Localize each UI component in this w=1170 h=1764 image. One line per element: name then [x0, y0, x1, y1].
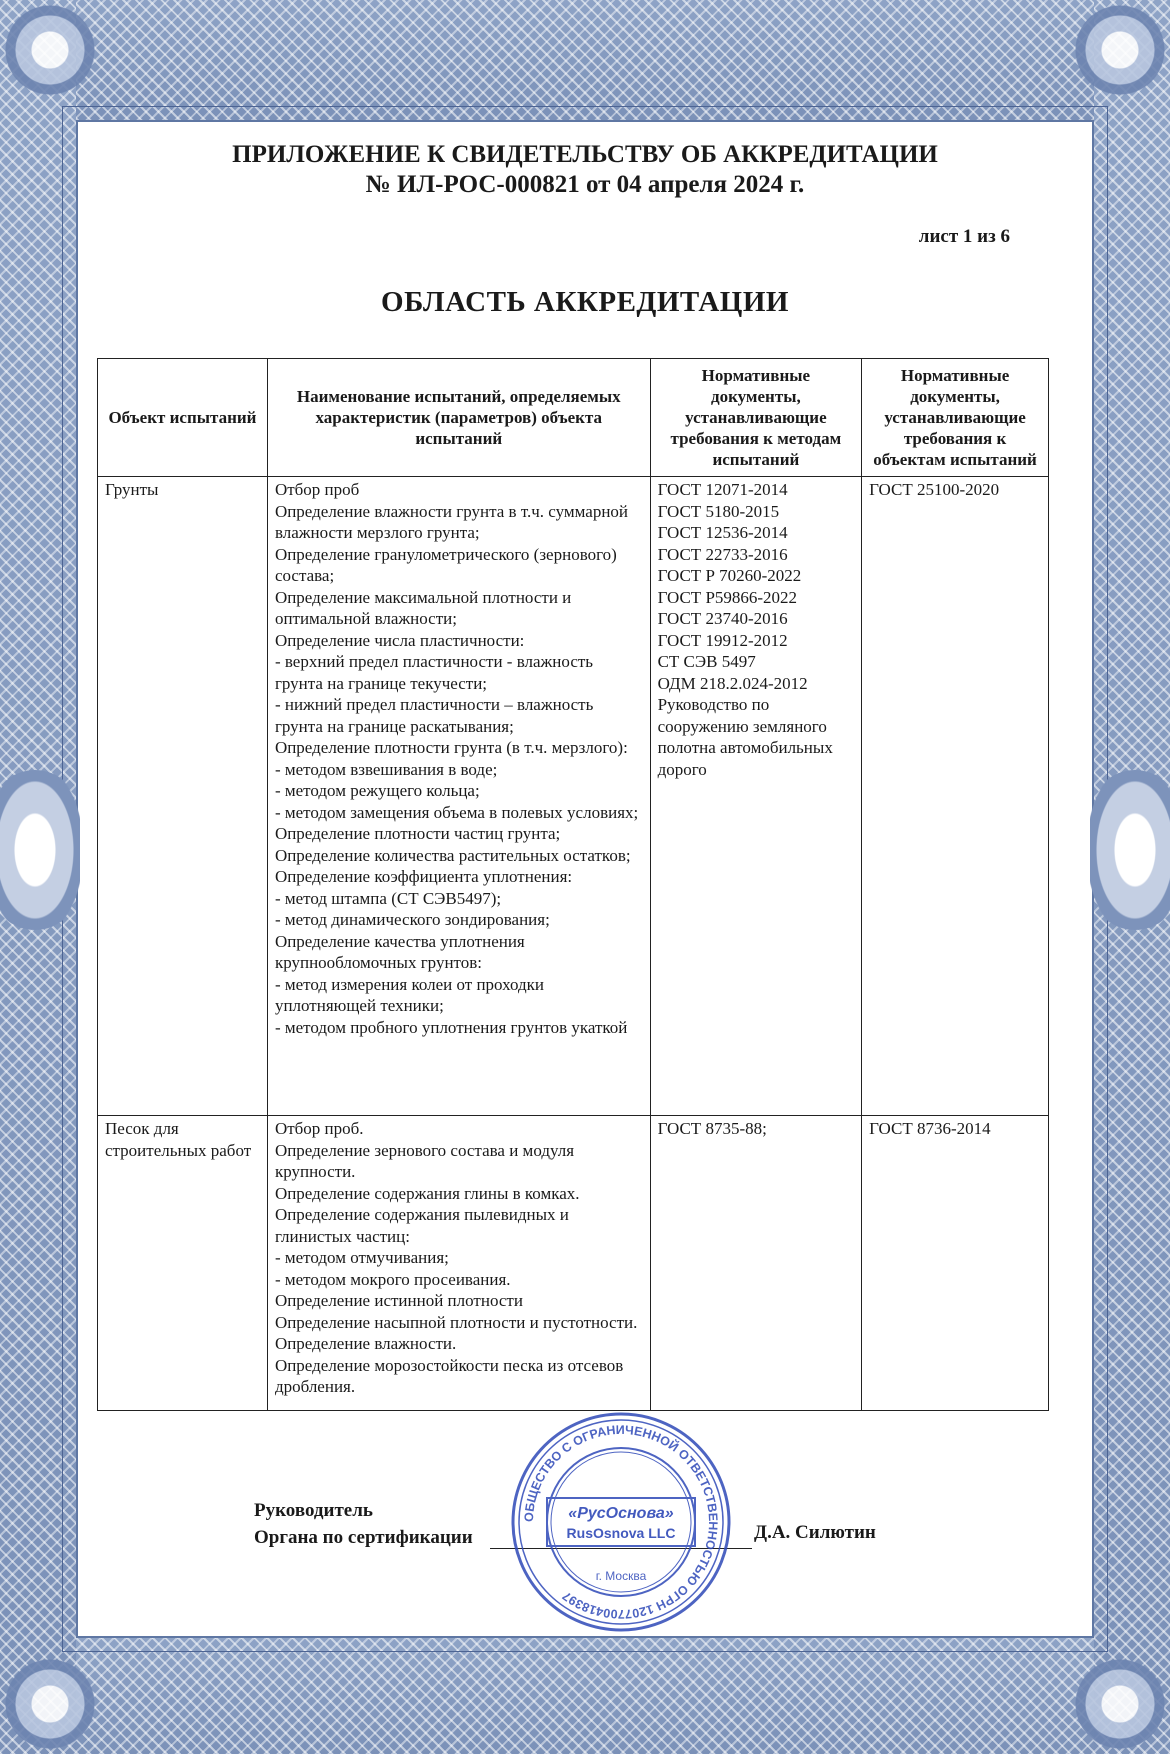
- header-object: Объект испытаний: [98, 359, 268, 477]
- cell-tests: Отбор проб Определение влажности грунта в т.ч. суммарной влажности мерзлого грунта; Определение гранулометрического (зернового) состава; Определение максимальной плотности и оптимальной влажности; Определение числа пластичности: - верхний предел пластичности - влажность грунта на границе текучести; - нижний предел пластичности – влажность грунта на границе раскатывания; Определение плотности грунта (в т.ч. мерзлого): - методом взвешивания в воде; - методом режущего кольца; - методом замещения объема в полевых условиях; Определение плотности частиц грунта; Определение количества растительных остатков; Определение коэффициента уплотнения: - метод штампа (СТ СЭВ5497); - метод динамического зондирования; Определение качества уплотнения крупнообломочных грунтов: - метод измерения колеи от проходки уплотняющей техники; - методом пробного уплотнения грунтов укаткой: [267, 477, 650, 1116]
- seal-outer-text: ОБЩЕСТВО С ОГРАНИЧЕННОЙ ОТВЕТСТВЕННОСТЬЮ ОГРН 1207700418397: [521, 1422, 721, 1622]
- table-row: [98, 1116, 1049, 1411]
- seal-city: г. Москва: [595, 1569, 647, 1583]
- cell-object-docs: ГОСТ 8736-2014: [862, 1116, 1049, 1411]
- accreditation-table: [97, 358, 1049, 1411]
- company-seal-icon: [509, 1410, 733, 1634]
- cell-method-docs: ГОСТ 8735-88;: [650, 1116, 862, 1411]
- signatory-name: Д.А. Силютин: [754, 1522, 876, 1543]
- cell-tests: Отбор проб. Определение зернового состава и модуля крупности. Определение содержания глины в комках. Определение содержания пылевидных и глинистых частиц: - методом отмучивания; - методом мокрого просеивания. Определение истинной плотности Определение насыпной плотности и пустотности. Определение влажности. Определение морозостойкости песка из отсевов дробления.: [267, 1116, 650, 1411]
- certificate-number: № ИЛ-РОС-000821 от 04 апреля 2024 г.: [365, 171, 805, 198]
- cell-object: Грунты: [98, 477, 268, 1116]
- scope-title: ОБЛАСТЬ АККРЕДИТАЦИИ: [381, 286, 789, 318]
- table-row: [98, 477, 1049, 1116]
- document-title: ПРИЛОЖЕНИЕ К СВИДЕТЕЛЬСТВУ ОБ АККРЕДИТАЦИИ: [232, 141, 938, 168]
- header-tests: Наименование испытаний, определяемых характеристик (параметров) объекта испытаний: [267, 359, 650, 477]
- seal-company-name-en: RusOsnova LLC: [566, 1525, 676, 1541]
- cell-method-docs: ГОСТ 12071-2014 ГОСТ 5180-2015 ГОСТ 12536-2014 ГОСТ 22733-2016 ГОСТ Р 70260-2022 ГОСТ Р59866-2022 ГОСТ 23740-2016 ГОСТ 19912-2012 СТ СЭВ 5497 ОДМ 218.2.024-2012 Руководство по сооружению земляного полотна автомобильных дорого: [650, 477, 862, 1116]
- seal-company-name: «РусОснова»: [568, 1505, 674, 1522]
- cell-object: Песок для строительных работ: [98, 1116, 268, 1411]
- signatory-organization: Органа по сертификации: [254, 1527, 473, 1548]
- cell-object-docs: ГОСТ 25100-2020: [862, 477, 1049, 1116]
- sheet-number: лист 1 из 6: [918, 226, 1010, 247]
- signatory-role: Руководитель: [254, 1500, 373, 1521]
- header-method-docs: Нормативные документы, устанавливающие требования к методам испытаний: [650, 359, 862, 477]
- header-object-docs: Нормативные документы, устанавливающие требования к объектам испытаний: [862, 359, 1049, 477]
- table-header-row: [98, 359, 1049, 477]
